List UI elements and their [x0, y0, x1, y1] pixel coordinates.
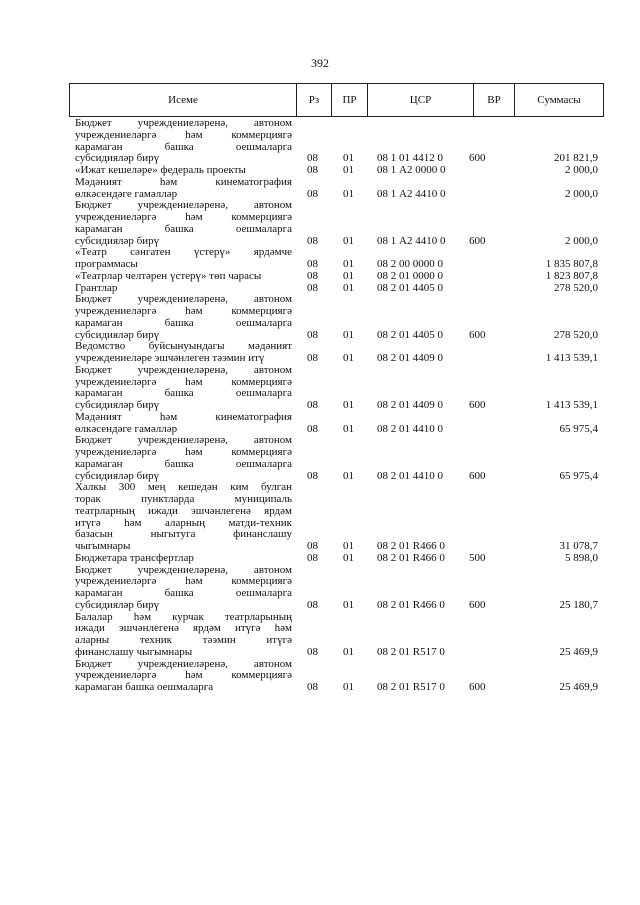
- row-name: [75, 435, 292, 482]
- row-name-line: карамаган башка оешмаларга: [75, 222, 292, 235]
- table-row: [0, 341, 640, 365]
- row-name: [75, 271, 292, 283]
- row-name-line: «Ижат кешеләре» федераль проекты: [75, 164, 246, 176]
- row-csr: 08 2 01 R517 0: [377, 681, 445, 693]
- row-name-line: учреждениеләргә һәм коммерциягә: [75, 128, 292, 141]
- row-name: [75, 294, 292, 341]
- row-name-line: субсидияләр бирү: [75, 399, 160, 411]
- row-name: [75, 612, 292, 659]
- row-name-line: Мәдәният һәм кинематография: [75, 410, 292, 423]
- row-name-line: Бюджет учреждениеләренә, автоном: [75, 563, 292, 576]
- table-row: [0, 165, 640, 177]
- row-vr: 600: [469, 328, 486, 341]
- row-name-line: Балалар һәм курчак театрларының: [75, 610, 292, 623]
- row-csr: 08 2 01 4409 0: [377, 399, 443, 411]
- row-sum: 278 520,0: [554, 328, 598, 341]
- row-sum: 65 975,4: [559, 422, 598, 435]
- row-rz: 08: [307, 551, 318, 564]
- row-rz: 08: [307, 328, 318, 341]
- row-pr: 01: [343, 164, 354, 176]
- row-name-line: театрларның ижади эшчәнлегенә ярдәм: [75, 504, 292, 517]
- row-csr: 08 2 01 4409 0: [377, 352, 443, 364]
- row-sum: 1 835 807,8: [545, 258, 598, 270]
- table-row: [0, 565, 640, 612]
- row-name-line: карамаган башка оешмаларга: [75, 457, 292, 470]
- row-pr: 01: [343, 269, 354, 282]
- row-csr: 08 2 01 4410 0: [377, 469, 443, 482]
- header-vr: ВР: [473, 84, 514, 116]
- row-name-line: итүгә һәм аларның матди-техник: [75, 516, 292, 529]
- row-name-line: субсидияләр бирү: [75, 598, 160, 611]
- header-name: Исеме: [168, 94, 198, 106]
- row-sum: 25 469,9: [559, 645, 598, 658]
- row-vr: 600: [469, 598, 486, 611]
- row-vr: 600: [469, 681, 486, 693]
- row-csr: 08 2 01 R466 0: [377, 598, 445, 611]
- row-name-line: «Театрлар челтәрен үстерү» төп чарасы: [75, 269, 262, 282]
- row-name-line: Бюджет учреждениеләренә, автоном: [75, 199, 292, 212]
- row-vr: 500: [469, 551, 486, 564]
- row-csr: 08 2 00 0000 0: [377, 258, 443, 270]
- row-name-line: субсидияләр бирү: [75, 234, 160, 247]
- row-name-line: карамаган башка оешмаларга: [75, 140, 292, 153]
- row-pr: 01: [343, 328, 354, 341]
- row-rz: 08: [307, 645, 318, 658]
- row-csr: 08 2 01 4405 0: [377, 281, 443, 294]
- row-pr: 01: [343, 281, 354, 294]
- row-name: [75, 565, 292, 612]
- table-body: [0, 118, 640, 694]
- row-csr: 08 1 А2 4410 0: [377, 187, 446, 200]
- table-header: [69, 83, 604, 117]
- row-name-line: субсидияләр бирү: [75, 469, 160, 482]
- row-name-line: Бюджет учреждениеләренә, автоном: [75, 434, 292, 447]
- row-sum: 2 000,0: [565, 187, 598, 200]
- row-name-line: өлкәсендәге гамәлләр: [75, 422, 178, 435]
- row-rz: 08: [307, 152, 318, 165]
- row-rz: 08: [307, 281, 318, 294]
- row-name: [75, 118, 292, 165]
- row-csr: 08 2 01 R517 0: [377, 645, 445, 658]
- row-name-line: учреждениеләргә һәм коммерциягә: [75, 446, 292, 458]
- row-name: [75, 247, 292, 271]
- table-row: [0, 553, 640, 565]
- row-rz: 08: [307, 258, 318, 270]
- table-row: [0, 200, 640, 247]
- row-name: [75, 341, 292, 365]
- row-name-line: субсидияләр бирү: [75, 152, 160, 165]
- row-pr: 01: [343, 469, 354, 482]
- table-row: [0, 294, 640, 341]
- row-sum: 5 898,0: [565, 551, 598, 564]
- table-row: [0, 118, 640, 165]
- row-pr: 01: [343, 187, 354, 200]
- row-name-line: учреждениеләргә һәм коммерциягә: [75, 669, 292, 682]
- row-name-line: карамаган башка оешмаларга: [75, 587, 292, 599]
- row-name-line: программасы: [75, 258, 138, 270]
- table-row: [0, 412, 640, 436]
- table-row: [0, 271, 640, 283]
- header-sum: Суммасы: [514, 84, 603, 116]
- table-row: [0, 435, 640, 482]
- row-pr: 01: [343, 551, 354, 564]
- row-name-line: карамаган башка оешмаларга: [75, 681, 214, 693]
- row-name-line: өлкәсендәге гамәлләр: [75, 187, 178, 200]
- row-name-line: Бюджет учреждениеләренә, автоном: [75, 363, 292, 376]
- row-pr: 01: [343, 645, 354, 658]
- row-sum: 1 413 539,1: [545, 399, 598, 411]
- header-pr: ПР: [331, 84, 367, 116]
- row-rz: 08: [307, 598, 318, 611]
- row-name: [75, 482, 292, 553]
- row-name-line: Бюджетара трансфертлар: [75, 551, 194, 564]
- row-sum: 25 180,7: [559, 598, 598, 611]
- row-name-line: Грантлар: [75, 281, 118, 294]
- row-csr: 08 1 01 4412 0: [377, 152, 443, 165]
- row-name: [75, 659, 292, 694]
- row-name: [75, 177, 292, 201]
- row-name-line: торак пунктларда муниципаль: [75, 493, 292, 505]
- row-sum: 1 823 807,8: [545, 269, 598, 282]
- table-row: [0, 482, 640, 553]
- row-vr: 600: [469, 399, 486, 411]
- row-name-line: Халкы 300 мең кешедән ким булган: [75, 481, 292, 494]
- row-csr: 08 2 01 0000 0: [377, 269, 443, 282]
- row-name: [75, 165, 292, 177]
- row-pr: 01: [343, 422, 354, 435]
- row-rz: 08: [307, 681, 318, 693]
- row-name-line: ижади эшчәнлегенә ярдәм итүгә һәм: [75, 622, 292, 635]
- row-rz: 08: [307, 234, 318, 247]
- row-pr: 01: [343, 540, 354, 552]
- row-name-line: базасын ныгытуга финанслашу: [75, 528, 292, 541]
- row-vr: 600: [469, 234, 486, 247]
- row-name-line: карамаган башка оешмаларга: [75, 387, 292, 400]
- row-name-line: субсидияләр бирү: [75, 328, 160, 341]
- row-rz: 08: [307, 540, 318, 552]
- row-csr: 08 2 01 4410 0: [377, 422, 443, 435]
- row-name: [75, 412, 292, 436]
- row-vr: 600: [469, 469, 486, 482]
- table-row: [0, 612, 640, 659]
- row-sum: 2 000,0: [565, 164, 598, 176]
- row-name-line: Бюджет учреждениеләренә, автоном: [75, 117, 292, 129]
- row-csr: 08 1 А2 4410 0: [377, 234, 446, 247]
- row-pr: 01: [343, 258, 354, 270]
- row-sum: 1 413 539,1: [545, 352, 598, 364]
- row-rz: 08: [307, 399, 318, 411]
- row-name-line: учреждениеләргә һәм коммерциягә: [75, 575, 292, 588]
- row-name-line: учреждениеләргә һәм коммерциягә: [75, 375, 292, 388]
- row-pr: 01: [343, 598, 354, 611]
- header-rz: Рз: [296, 84, 331, 116]
- row-csr: 08 1 А2 0000 0: [377, 164, 446, 176]
- row-pr: 01: [343, 234, 354, 247]
- row-csr: 08 2 01 4405 0: [377, 328, 443, 341]
- row-pr: 01: [343, 681, 354, 693]
- row-name-line: аларны техник тәэмин итүгә: [75, 634, 292, 646]
- row-name-line: Ведомство буйсынуындагы мәдәният: [75, 340, 292, 353]
- row-sum: 31 078,7: [559, 540, 598, 552]
- row-name-line: «Театр сәнгатен үстерү» ярдәмче: [75, 246, 292, 259]
- table-row: [0, 177, 640, 201]
- row-rz: 08: [307, 352, 318, 364]
- row-name-line: Бюджет учреждениеләренә, автоном: [75, 657, 292, 670]
- row-csr: 08 2 01 R466 0: [377, 540, 445, 552]
- row-rz: 08: [307, 164, 318, 176]
- row-pr: 01: [343, 399, 354, 411]
- row-sum: 201 821,9: [554, 152, 598, 165]
- row-pr: 01: [343, 152, 354, 165]
- row-name-line: Мәдәният һәм кинематография: [75, 175, 292, 188]
- row-name-line: финанслашу чыгымнары: [75, 645, 193, 658]
- row-sum: 25 469,9: [559, 681, 598, 693]
- row-name: [75, 553, 292, 565]
- table-row: [0, 659, 640, 694]
- row-name: [75, 365, 292, 412]
- row-rz: 08: [307, 469, 318, 482]
- row-name-line: Бюджет учреждениеләренә, автоном: [75, 293, 292, 306]
- row-sum: 65 975,4: [559, 469, 598, 482]
- table-row: [0, 247, 640, 271]
- row-name-line: карамаган башка оешмаларга: [75, 316, 292, 329]
- row-sum: 278 520,0: [554, 281, 598, 294]
- page-number: 392: [311, 56, 329, 70]
- row-rz: 08: [307, 422, 318, 435]
- header-csr: ЦСР: [367, 84, 473, 116]
- row-name-line: учреждениеләргә һәм коммерциягә: [75, 211, 292, 223]
- row-name-line: учреждениеләре эшчәнлеген тәэмин итү: [75, 352, 265, 364]
- row-rz: 08: [307, 269, 318, 282]
- table-row: [0, 365, 640, 412]
- row-name: [75, 200, 292, 247]
- row-name-line: чыгымнары: [75, 540, 131, 552]
- row-sum: 2 000,0: [565, 234, 598, 247]
- row-csr: 08 2 01 R466 0: [377, 551, 445, 564]
- row-pr: 01: [343, 352, 354, 364]
- row-vr: 600: [469, 152, 486, 165]
- row-name-line: учреждениеләргә һәм коммерциягә: [75, 305, 292, 317]
- row-rz: 08: [307, 187, 318, 200]
